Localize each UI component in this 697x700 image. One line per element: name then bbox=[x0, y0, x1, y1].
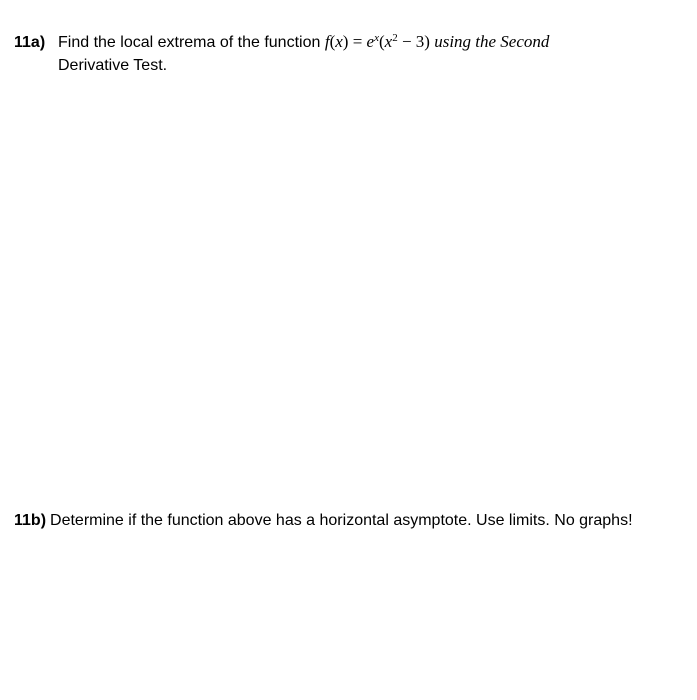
problem-11a-number: 11a) bbox=[14, 34, 46, 51]
function-formula: $f(x) = e^x(x^2 - 3)$ using the Second bbox=[324, 32, 550, 51]
formula-tail-text: using the Second bbox=[434, 32, 550, 51]
problem-11b bbox=[14, 509, 694, 532]
problem-11b-number: 11b) bbox=[14, 512, 47, 529]
problem-11a-line2: Derivative Test. bbox=[58, 57, 168, 74]
problem-11b-text: Determine if the function above has a horizontal asymptote. Use limits. No graphs! bbox=[50, 512, 633, 529]
problem-11a-text: Find the local extrema of the function bbox=[58, 34, 321, 51]
problem-11a bbox=[14, 30, 686, 77]
